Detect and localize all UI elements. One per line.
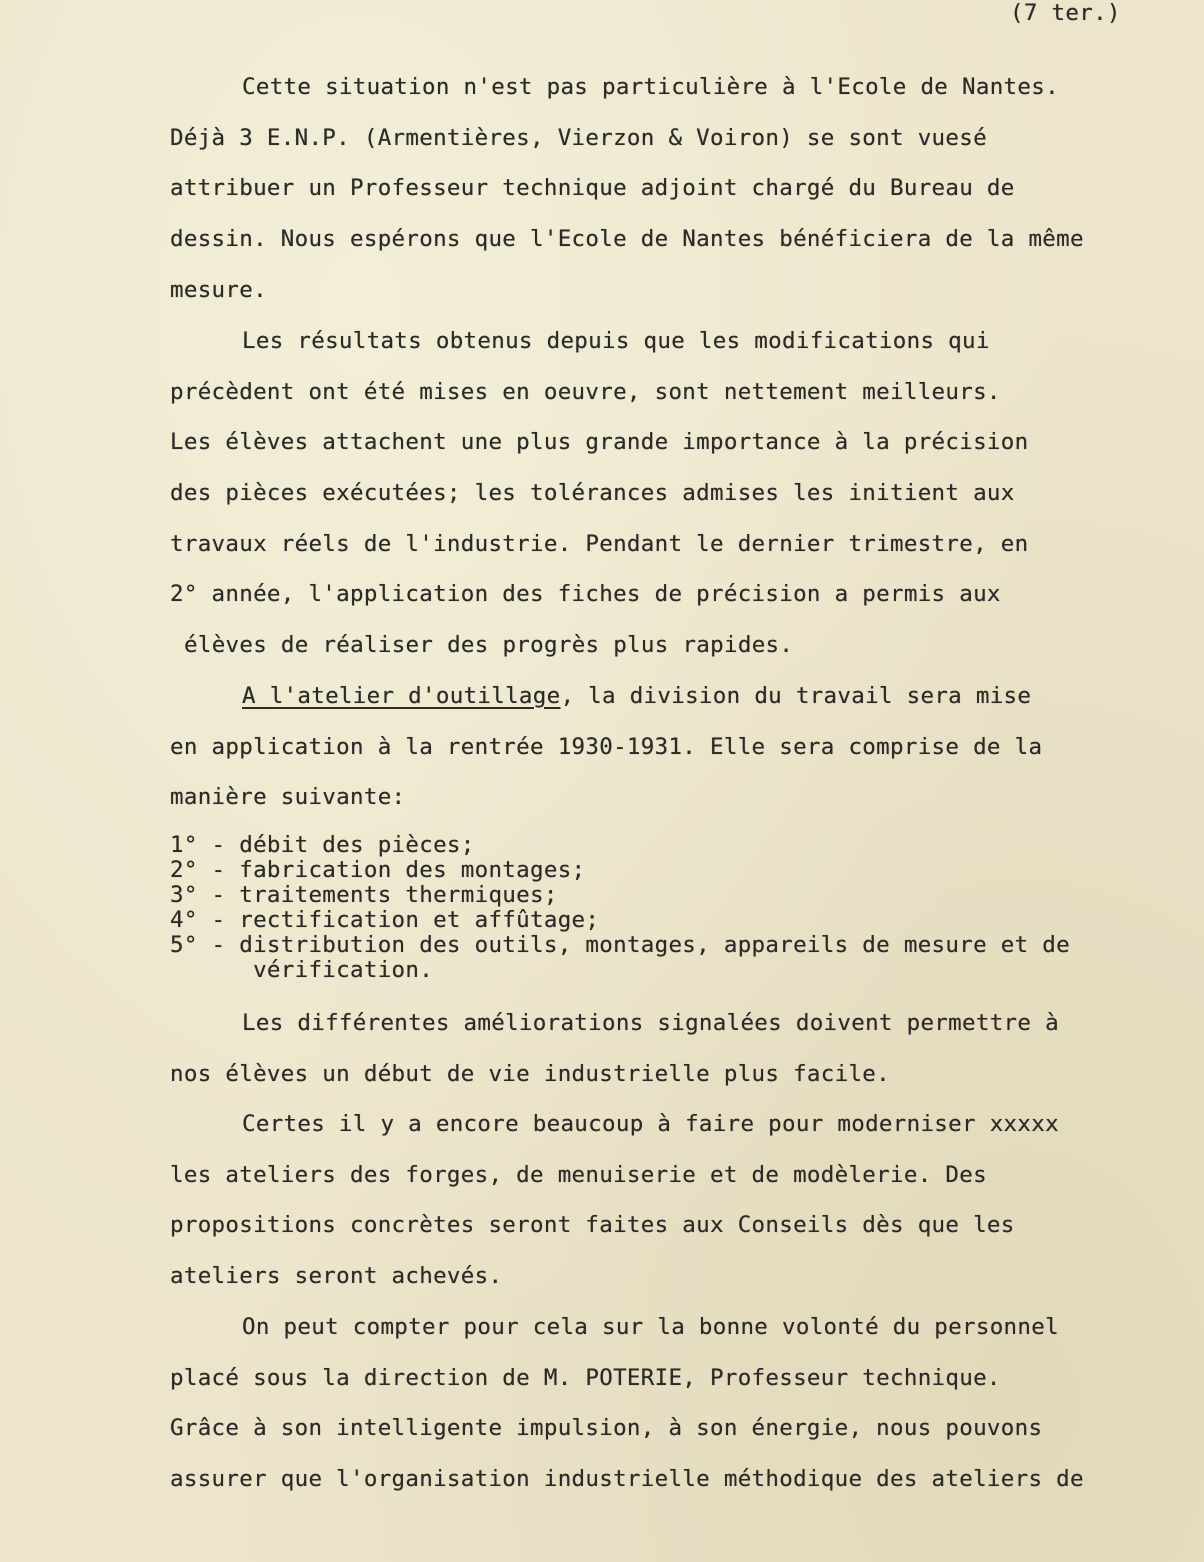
text-line: mesure. [170,277,267,303]
text-line: 2° année, l'application des fiches de précision a permis aux [170,581,1001,607]
list-item: 2° - fabrication des montages; [170,857,586,883]
text-line: Certes il y a encore beaucoup à faire pour moderniser xxxxx [242,1111,1059,1137]
text-line: en application à la rentrée 1930-1931. Elle sera comprise de la [170,734,1043,760]
text-line: manière suivante: [170,784,406,810]
list-item: 1° - débit des pièces; [170,832,475,858]
text-line: précèdent ont été mises en oeuvre, sont nettement meilleurs. [170,379,1001,405]
list-item: vérification. [170,957,434,983]
text-line: Grâce à son intelligente impulsion, à son énergie, nous pouvons [170,1415,1043,1441]
text-line: dessin. Nous espérons que l'Ecole de Nantes bénéficiera de la même [170,226,1084,252]
text-line: propositions concrètes seront faites aux Conseils dès que les [170,1212,1015,1238]
text-line: Cette situation n'est pas particulière à l'Ecole de Nantes. [242,74,1059,100]
text-line: travaux réels de l'industrie. Pendant le dernier trimestre, en [170,531,1029,557]
text-line: Les différentes améliorations signalées doivent permettre à [242,1010,1059,1036]
text-line: Les résultats obtenus depuis que les modifications qui [242,328,990,354]
list-item: 4° - rectification et affûtage; [170,907,600,933]
list-item: 3° - traitements thermiques; [170,882,558,908]
text-line: ateliers seront achevés. [170,1263,503,1289]
text-line [242,685,1031,708]
text-line: On peut compter pour cela sur la bonne volonté du personnel [242,1314,1059,1340]
text-line: des pièces exécutées; les tolérances admises les initient aux [170,480,1015,506]
text-line: Les élèves attachent une plus grande importance à la précision [170,429,1029,455]
page-number: (7 ter.) [1010,0,1121,26]
text-line: assurer que l'organisation industrielle méthodique des ateliers de [170,1466,1084,1492]
text-line: élèves de réaliser des progrès plus rapides. [184,632,794,658]
list-item: 5° - distribution des outils, montages, appareils de mesure et de [170,932,1070,958]
text-line: nos élèves un début de vie industrielle plus facile. [170,1061,890,1087]
text-line: les ateliers des forges, de menuiserie et de modèlerie. Des [170,1162,987,1188]
text-line-rest: , la division du travail sera mise [560,683,1032,709]
text-line: Déjà 3 E.N.P. (Armentières, Vierzon & Voiron) se sont vuesé [170,125,987,151]
text-line: placé sous la direction de M. POTERIE, Professeur technique. [170,1365,1001,1391]
text-line: attribuer un Professeur technique adjoint chargé du Bureau de [170,175,1015,201]
underlined-heading: A l'atelier d'outillage [242,683,561,709]
